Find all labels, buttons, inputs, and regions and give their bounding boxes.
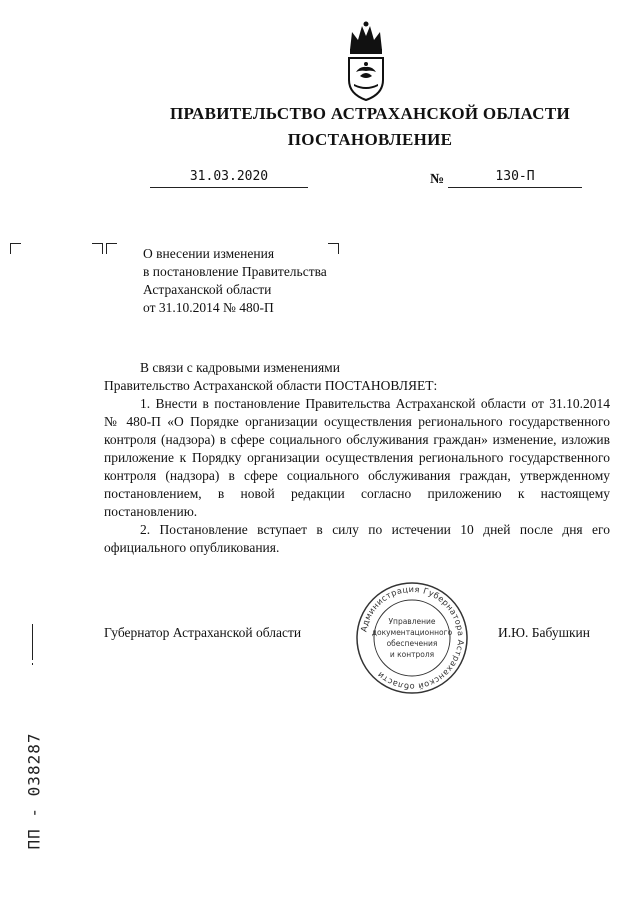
document-type: ПОСТАНОВЛЕНИЕ <box>287 130 453 149</box>
document-body <box>104 359 610 557</box>
margin-rule <box>32 663 33 665</box>
corner-mark <box>106 243 117 254</box>
document-date: 31.03.2020 <box>189 169 269 184</box>
corner-mark <box>92 243 103 254</box>
intro-line: В связи с кадровыми изменениями <box>140 360 340 375</box>
stamp-center-line: документационного <box>371 628 453 637</box>
serial-number-text: ПП - 038287 <box>24 732 44 850</box>
subject-line: Астраханской области <box>143 282 272 297</box>
stamp-ring-text: Администрация Губернатора Астраханской области <box>358 583 467 693</box>
margin-rule <box>32 624 33 660</box>
document-subject <box>143 245 383 317</box>
signer-role: Губернатор Астраханской области <box>104 625 302 640</box>
corner-mark <box>10 243 21 254</box>
intro-line: Правительство Астраханской области ПОСТАНОВЛЯЕТ: <box>104 378 438 393</box>
subject-line: в постановление Правительства <box>143 264 327 279</box>
body-item-1: 1. Внести в постановление Правительства Астраханской области от 31.10.2014 № 480-П «О Порядке организации осуществления регионального государственного контроля (надзора) в сфере социального обслуживания граждан» изменение, изложив приложение к Порядку организации осуществления регионального государственного контроля (надзора) в сфере социального обслуживания граждан, утвержденному постановлением, в новой редакции согласно приложению к настоящему постановлению. <box>104 396 610 519</box>
body-item-2: 2. Постановление вступает в силу по истечении 10 дней после дня его официального опубликования. <box>104 522 610 555</box>
stamp-center-line: Управление <box>388 617 436 626</box>
signer-name: И.Ю. Бабушкин <box>498 625 591 640</box>
subject-line: от 31.10.2014 № 480-П <box>143 300 274 315</box>
document-number: 130-П <box>495 169 535 184</box>
official-stamp <box>354 580 470 696</box>
subject-line: О внесении изменения <box>143 246 275 261</box>
government-title: ПРАВИТЕЛЬСТВО АСТРАХАНСКОЙ ОБЛАСТИ <box>170 104 570 123</box>
stamp-center-line: и контроля <box>389 650 435 659</box>
coat-of-arms-icon <box>344 20 388 102</box>
number-sign: № <box>430 172 445 187</box>
stamp-center-line: обеспечения <box>386 639 438 648</box>
serial-number <box>14 716 54 866</box>
